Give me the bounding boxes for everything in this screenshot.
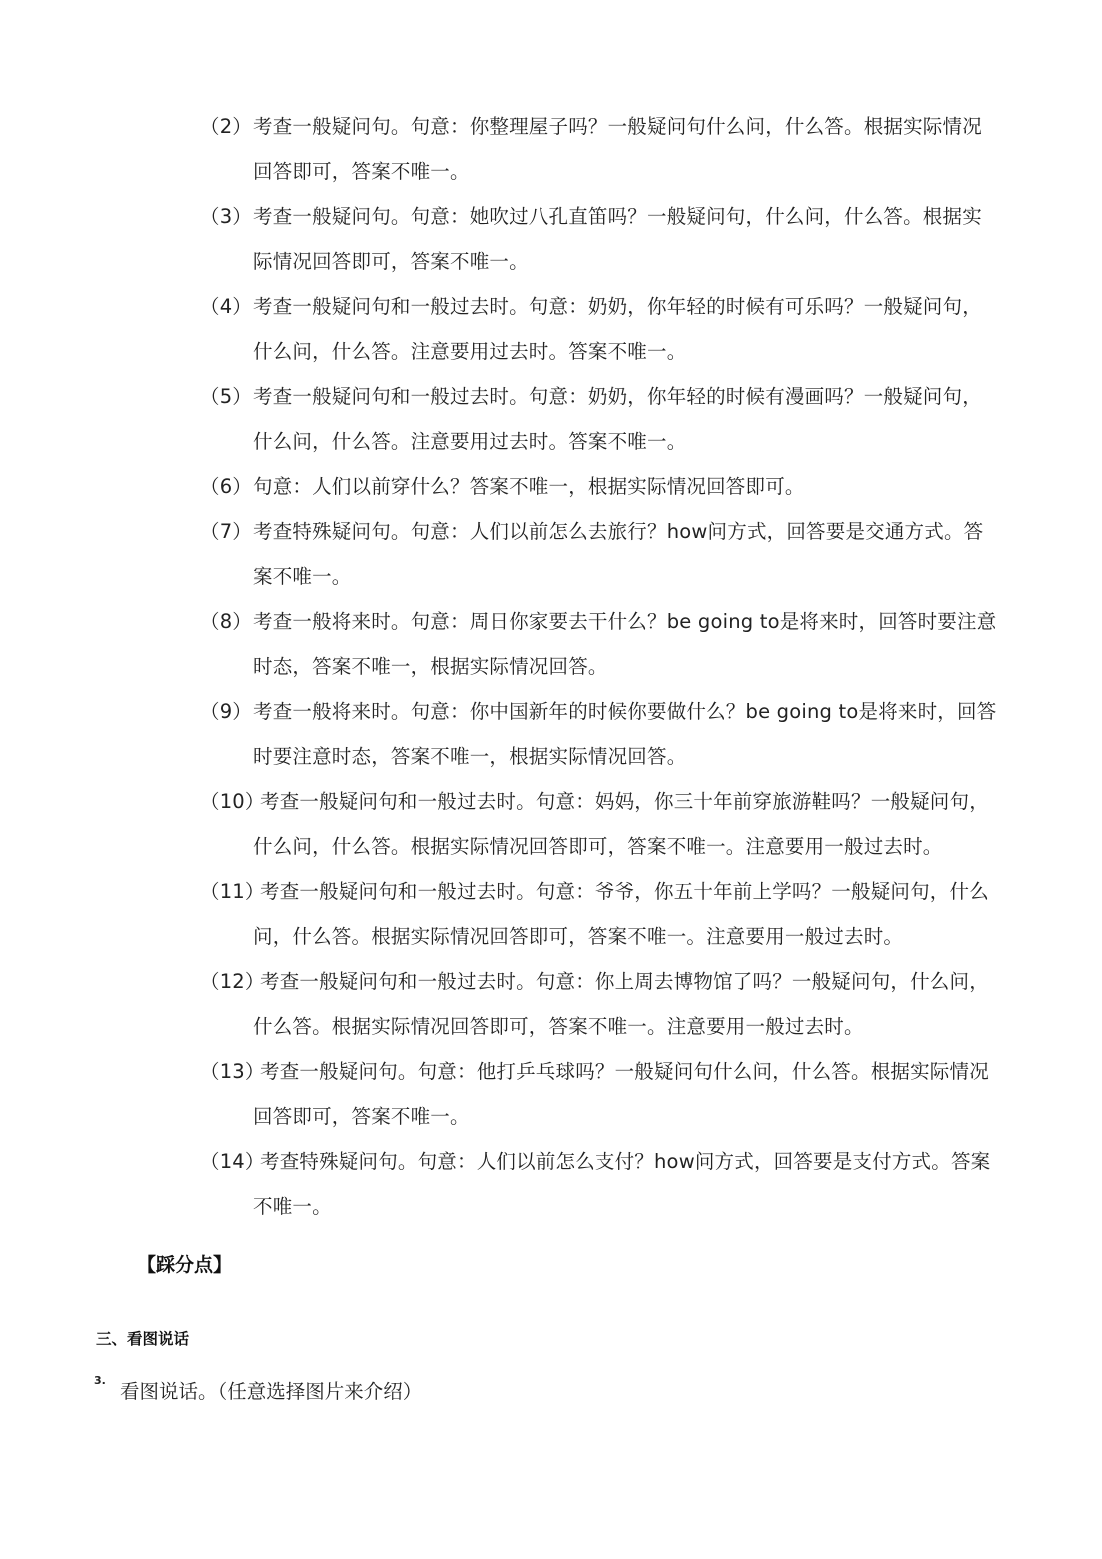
item-number: （9）	[200, 700, 253, 723]
item-number: （10）	[200, 790, 265, 813]
answer-item	[200, 1139, 1000, 1229]
answer-item	[200, 284, 1000, 374]
item-number: （3）	[200, 205, 253, 228]
section-title: 三、看图说话	[96, 1330, 190, 1348]
item-number: （6）	[200, 475, 253, 498]
answer-item	[200, 374, 1000, 464]
answer-item	[200, 869, 1000, 959]
item-text: 考查一般疑问句。句意：他打乒乓球吗？一般疑问句什么问，什么答。根据实际情况回答即可，答案不唯一。	[253, 1060, 989, 1128]
question-text: 看图说话。（任意选择图片来介绍）	[120, 1380, 423, 1403]
item-number: （11）	[200, 880, 265, 903]
item-text: 考查一般疑问句和一般过去时。句意：爷爷，你五十年前上学吗？一般疑问句，什么问，什么答。根据实际情况回答即可，答案不唯一。注意要用一般过去时。	[253, 880, 989, 948]
item-text: 考查一般疑问句和一般过去时。句意：奶奶，你年轻的时候有可乐吗？一般疑问句，什么问，什么答。注意要用过去时。答案不唯一。	[253, 295, 982, 363]
answer-item	[200, 1049, 1000, 1139]
item-text: 考查一般疑问句和一般过去时。句意：奶奶，你年轻的时候有漫画吗？一般疑问句，什么问，什么答。注意要用过去时。答案不唯一。	[253, 385, 982, 453]
score-point-heading: 【踩分点】	[137, 1254, 233, 1276]
item-text: 考查特殊疑问句。句意：人们以前怎么去旅行？how问方式，回答要是交通方式。答案不唯一。	[253, 520, 984, 588]
item-text: 考查一般疑问句和一般过去时。句意：妈妈，你三十年前穿旅游鞋吗？一般疑问句，什么问，什么答。根据实际情况回答即可，答案不唯一。注意要用一般过去时。	[253, 790, 989, 858]
question-number: 3.	[94, 1374, 106, 1387]
answer-item	[200, 104, 1000, 194]
answer-item	[200, 464, 1000, 509]
item-text: 考查一般疑问句。句意：你整理屋子吗？一般疑问句什么问，什么答。根据实际情况回答即可，答案不唯一。	[253, 115, 982, 183]
answer-item	[200, 959, 1000, 1049]
item-number: （8）	[200, 610, 253, 633]
item-text: 考查一般疑问句和一般过去时。句意：你上周去博物馆了吗？一般疑问句，什么问，什么答。根据实际情况回答即可，答案不唯一。注意要用一般过去时。	[253, 970, 989, 1038]
item-number: （5）	[200, 385, 253, 408]
item-text: 句意：人们以前穿什么？答案不唯一，根据实际情况回答即可。	[253, 475, 805, 498]
item-number: （4）	[200, 295, 253, 318]
answer-explanations	[200, 104, 1000, 1229]
item-number: （14）	[200, 1150, 265, 1173]
answer-item	[200, 779, 1000, 869]
item-text: 考查一般疑问句。句意：她吹过八孔直笛吗？一般疑问句，什么问，什么答。根据实际情况回答即可，答案不唯一。	[253, 205, 982, 273]
item-number: （2）	[200, 115, 253, 138]
item-number: （7）	[200, 520, 253, 543]
item-text: 考查一般将来时。句意：你中国新年的时候你要做什么？be going to是将来时，回答时要注意时态，答案不唯一，根据实际情况回答。	[253, 700, 997, 768]
item-number: （13）	[200, 1060, 265, 1083]
answer-item	[200, 689, 1000, 779]
answer-item	[200, 599, 1000, 689]
item-text: 考查特殊疑问句。句意：人们以前怎么支付？how问方式，回答要是支付方式。答案不唯一。	[253, 1150, 991, 1218]
answer-item	[200, 194, 1000, 284]
item-number: （12）	[200, 970, 265, 993]
answer-item	[200, 509, 1000, 599]
item-text: 考查一般将来时。句意：周日你家要去干什么？be going to是将来时，回答时要注意时态，答案不唯一，根据实际情况回答。	[253, 610, 997, 678]
